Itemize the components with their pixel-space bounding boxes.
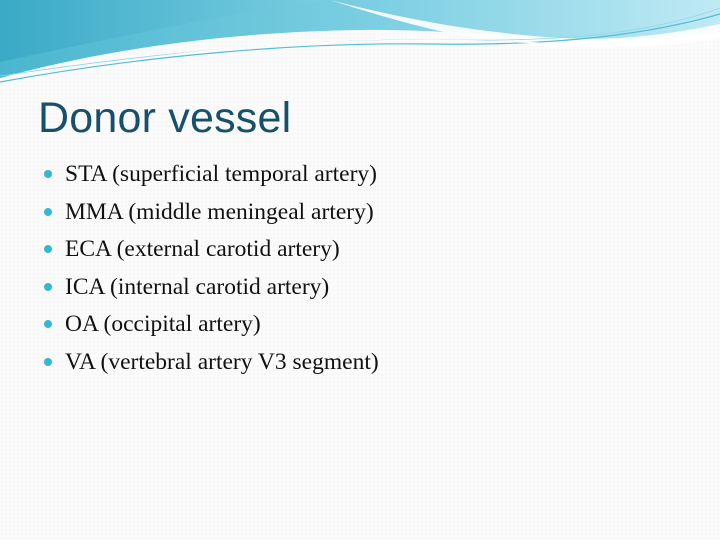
list-item	[44, 232, 379, 270]
list-item	[44, 195, 379, 233]
bullet-text: MMA (middle meningeal artery)	[65, 198, 374, 225]
list-item	[44, 307, 379, 345]
bullet-dot-icon	[44, 283, 52, 291]
bullet-text: VA (vertebral artery V3 segment)	[65, 348, 379, 375]
bullet-list	[44, 157, 379, 382]
bullet-text: STA (superficial temporal artery)	[65, 161, 377, 187]
slide-title: Donor vessel	[38, 94, 292, 142]
bullet-text: ICA (internal carotid artery)	[65, 273, 330, 300]
bullet-dot-icon	[44, 320, 52, 328]
bullet-text: OA (occipital artery)	[65, 311, 261, 337]
bullet-dot-icon	[44, 208, 52, 216]
list-item	[44, 157, 379, 195]
bullet-dot-icon	[44, 170, 52, 178]
bullet-dot-icon	[44, 245, 52, 253]
bullet-dot-icon	[44, 358, 52, 366]
bullet-text: ECA (external carotid artery)	[65, 236, 340, 262]
header-wave-decoration	[0, 0, 720, 90]
list-item	[44, 270, 379, 308]
list-item	[44, 345, 379, 383]
